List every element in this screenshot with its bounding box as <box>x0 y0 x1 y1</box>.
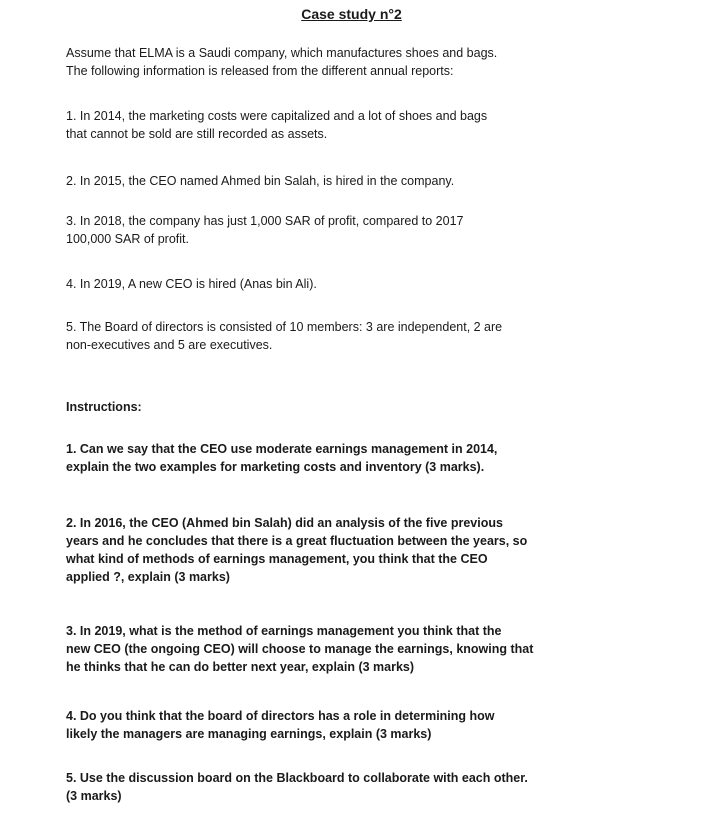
instructions-heading: Instructions: <box>66 400 142 414</box>
fact-line: 100,000 SAR of profit. <box>66 232 189 246</box>
question-2 <box>66 514 656 586</box>
question-line: likely the managers are managing earnings, explain (3 marks) <box>66 727 432 741</box>
question-line: years and he concludes that there is a great fluctuation between the years, so <box>66 534 528 548</box>
intro-line: Assume that ELMA is a Saudi company, which manufactures shoes and bags. <box>66 46 498 60</box>
fact-1 <box>66 107 656 143</box>
question-line: 2. In 2016, the CEO (Ahmed bin Salah) did an analysis of the five previous <box>66 516 503 530</box>
fact-2 <box>66 172 656 190</box>
question-line: what kind of methods of earnings management, you think that the CEO <box>66 552 488 566</box>
document-title: Case study n°2 <box>301 6 402 22</box>
intro-line: The following information is released from the different annual reports: <box>66 64 454 78</box>
question-line: 4. Do you think that the board of directors has a role in determining how <box>66 709 495 723</box>
fact-line: 1. In 2014, the marketing costs were capitalized and a lot of shoes and bags <box>66 109 488 123</box>
question-5 <box>66 769 656 805</box>
fact-line: 2. In 2015, the CEO named Ahmed bin Salah, is hired in the company. <box>66 174 455 188</box>
question-line: 5. Use the discussion board on the Blackboard to collaborate with each other. <box>66 771 528 785</box>
fact-line: 4. In 2019, A new CEO is hired (Anas bin Ali). <box>66 277 317 291</box>
question-line: he thinks that he can do better next year, explain (3 marks) <box>66 660 415 674</box>
question-line: 3. In 2019, what is the method of earnings management you think that the <box>66 624 502 638</box>
intro-paragraph <box>66 44 656 80</box>
question-3 <box>66 622 656 676</box>
question-line: (3 marks) <box>66 789 122 803</box>
fact-line: that cannot be sold are still recorded as assets. <box>66 127 328 141</box>
question-4 <box>66 707 656 743</box>
fact-3 <box>66 212 656 248</box>
fact-line: 3. In 2018, the company has just 1,000 SAR of profit, compared to 2017 <box>66 214 464 228</box>
fact-line: non-executives and 5 are executives. <box>66 338 273 352</box>
question-line: 1. Can we say that the CEO use moderate earnings management in 2014, <box>66 442 498 456</box>
fact-line: 5. The Board of directors is consisted of 10 members: 3 are independent, 2 are <box>66 320 503 334</box>
fact-4 <box>66 275 656 293</box>
question-line: new CEO (the ongoing CEO) will choose to manage the earnings, knowing that <box>66 642 534 656</box>
question-line: explain the two examples for marketing costs and inventory (3 marks). <box>66 460 485 474</box>
question-1 <box>66 440 656 476</box>
fact-5 <box>66 318 656 354</box>
question-line: applied ?, explain (3 marks) <box>66 570 230 584</box>
